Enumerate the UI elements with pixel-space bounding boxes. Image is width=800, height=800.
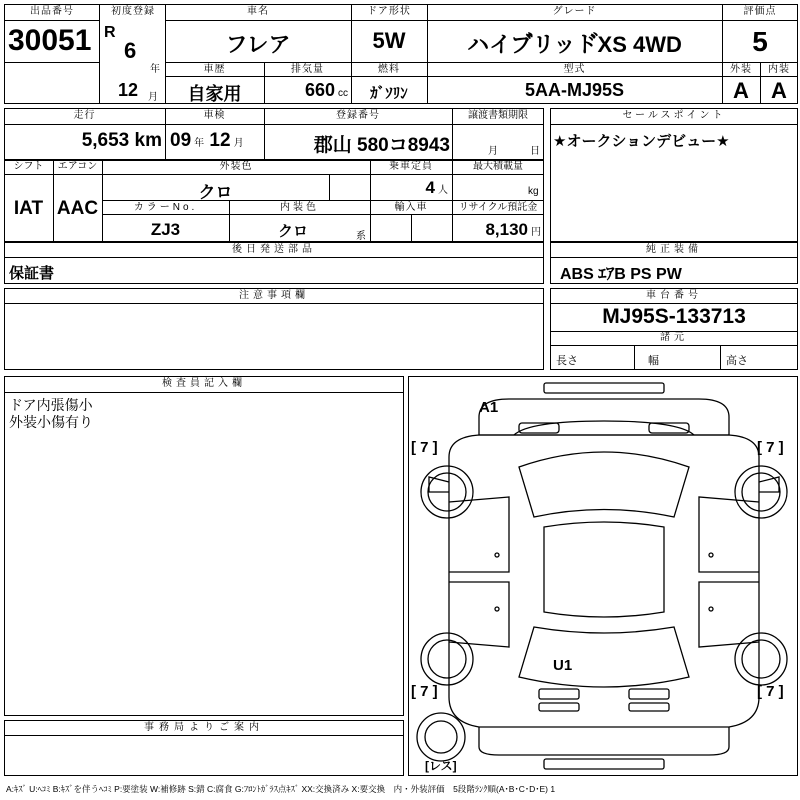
sales-point-label: セールスポイント: [622, 110, 726, 121]
exterior-color-label: 外装色: [219, 161, 253, 172]
lot-number-label: 出品番号: [30, 6, 74, 17]
sales-point-text: ★オークションデビュー★: [553, 133, 730, 150]
color-number-label: カラーNo.: [133, 202, 198, 213]
year-unit: 年: [150, 64, 160, 75]
interior-grade: A: [771, 78, 787, 103]
score-label: 評価点: [743, 6, 777, 17]
tire-depth-rear-left: [ 7 ]: [411, 683, 438, 700]
mileage: 5,653 km: [81, 130, 162, 151]
exterior-grade-label: 外装: [730, 64, 752, 75]
max-load-unit: kg: [528, 186, 539, 197]
car-name-label: 車名: [247, 6, 269, 17]
legend-text: A:ｷｽﾞ U:ﾍｺﾐ B:ｷｽﾞを伴うﾍｺﾐ P:要塗装 W:補修跡 S:錆 C:腐食 G:ﾌﾛﾝﾄｶﾞﾗｽ点ｷｽﾞ XX:交換済み X:要交換 内・外装評価 5段階ﾗﾝｸ順(A･B･C･D･E) 1: [6, 784, 556, 794]
exterior-color: クロ: [198, 183, 233, 202]
model-code: 5AA-MJ95S: [524, 80, 625, 100]
tire-depth-front-left: [ 7 ]: [411, 439, 438, 456]
lot-number: 30051: [8, 24, 92, 57]
inspector-note-2: 外装小傷有り: [9, 414, 93, 430]
chassis-label: 車台番号: [646, 290, 702, 301]
height-label: 高さ: [726, 355, 748, 367]
history-label: 車歴: [203, 64, 226, 75]
recycle-deposit: 8,130 円: [485, 220, 541, 239]
transfer-month-unit: 月: [488, 146, 498, 157]
interior-color: クロ: [277, 223, 308, 240]
spare-tire-status: [レス]: [425, 759, 457, 773]
color-number: ZJ3: [150, 220, 181, 239]
aircon-type: AAC: [56, 198, 99, 219]
transfer-day-unit: 日: [530, 146, 540, 157]
later-parts-text: 保証書: [9, 265, 55, 282]
caution-label: 注意事項欄: [239, 290, 309, 301]
aircon-label: エアコン: [57, 161, 98, 172]
registration-number: 郡山 580コ8943: [313, 135, 450, 156]
exterior-grade: A: [733, 78, 749, 103]
inspector-note-1: ドア内張傷小: [9, 397, 93, 413]
interior-grade-label: 内装: [768, 64, 790, 75]
length-label: 長さ: [556, 355, 578, 367]
shift-type: IAT: [13, 198, 44, 219]
width-label: 幅: [648, 355, 659, 367]
chassis-number: MJ95S-133713: [602, 305, 746, 328]
interior-color-unit: 系: [356, 231, 366, 242]
genuine-equipment-text: ABS ｴｱB PS PW: [560, 266, 682, 283]
inspector-label: 検査員記入欄: [162, 378, 246, 389]
transfer-deadline-label: 譲渡書類期限: [468, 110, 528, 121]
first-registration-label: 初度登録: [111, 6, 155, 17]
damage-mark-a1: A1: [479, 399, 499, 416]
spec-label: 諸元: [660, 332, 688, 343]
displacement: 660 cc: [304, 80, 348, 100]
month-unit: 月: [148, 92, 158, 103]
capacity-label: 乗車定員: [389, 161, 433, 172]
sales-point-panel: [550, 108, 798, 242]
door-type: 5W: [372, 28, 406, 53]
import-label: 輸入車: [394, 202, 428, 213]
era-mark: R: [104, 24, 116, 41]
later-parts-label: 後日発送部品: [232, 244, 316, 255]
office-notice-label: 事務局よりご案内: [144, 722, 264, 733]
inspection-date: 09 年 12 月: [170, 130, 244, 151]
tire-depth-front-right: [ 7 ]: [757, 439, 784, 456]
seating-capacity: 4 人: [425, 178, 448, 197]
inspection-label: 車検: [203, 110, 226, 121]
damage-diagram-panel: [408, 376, 798, 776]
registration-month: 12: [118, 80, 139, 100]
genuine-equipment-label: 純正装備: [646, 244, 702, 255]
grade-label: グレード: [552, 6, 597, 17]
car-name: フレア: [225, 32, 291, 57]
vehicle-history: 自家用: [187, 84, 242, 104]
shift-label: シフト: [13, 161, 44, 172]
mileage-label: 走行: [73, 110, 96, 121]
fuel-label: 燃料: [378, 64, 400, 75]
door-type-label: ドア形状: [367, 6, 411, 17]
displacement-label: 排気量: [291, 64, 324, 75]
auction-score: 5: [752, 26, 768, 57]
car-diagram: [409, 377, 799, 777]
model-code-label: 型式: [563, 64, 586, 75]
damage-mark-u1: U1: [553, 657, 573, 674]
recycle-label: リサイクル預託金: [458, 202, 538, 213]
fuel-type: ｶﾞｿﾘﾝ: [370, 85, 408, 102]
interior-color-label: 内装色: [280, 202, 319, 213]
registration-number-label: 登録番号: [336, 110, 380, 121]
tire-depth-rear-right: [ 7 ]: [757, 683, 784, 700]
registration-year: 6: [124, 38, 137, 63]
grade: ハイブ゙リッド゙XS 4WD: [467, 32, 682, 57]
max-load-label: 最大積載量: [473, 161, 523, 172]
